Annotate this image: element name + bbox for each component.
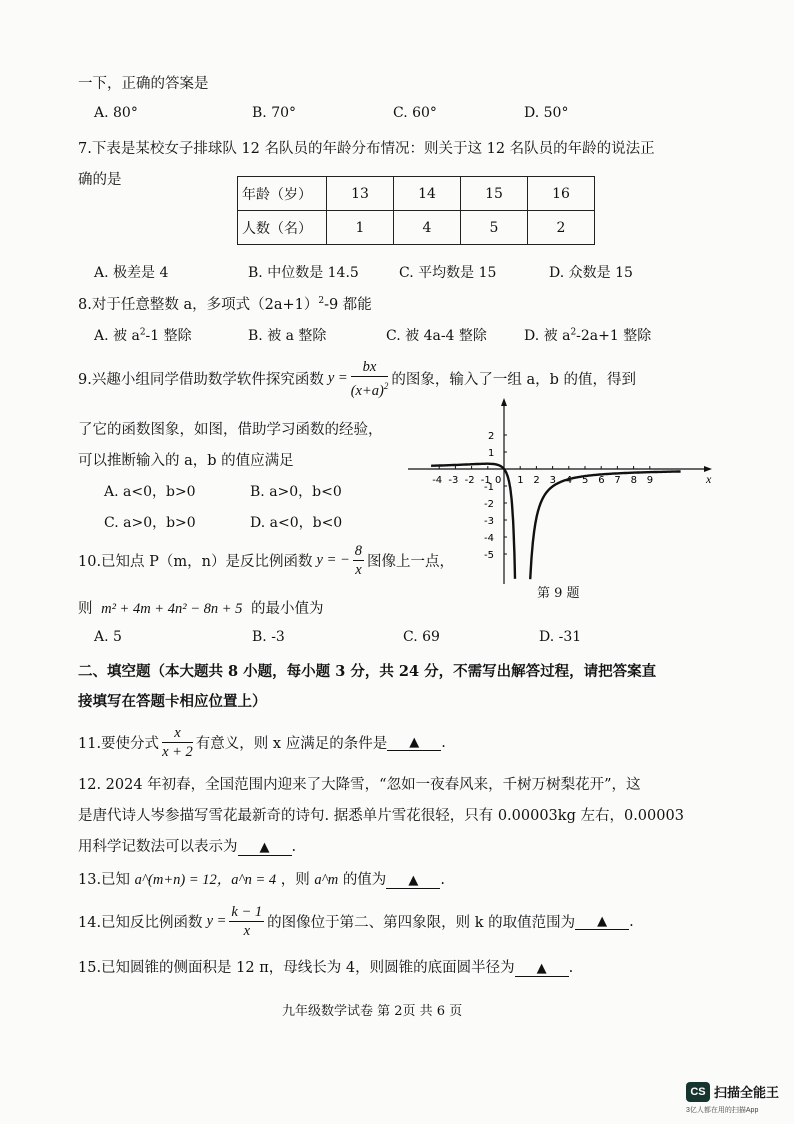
x-tick-label: 0 xyxy=(495,475,502,486)
q7-option-a: A. 极差是 4 xyxy=(94,265,169,281)
q8-option-b: B. 被 a 整除 xyxy=(248,328,327,344)
q6-option-b: B. 70° xyxy=(252,105,297,121)
q7-option-d: D. 众数是 15 xyxy=(549,265,633,281)
q10-option-c: C. 69 xyxy=(403,629,440,645)
q11-stem: 11.要使分式 $\frac{x}{x + 2}$ 有意义，则 x 应满足的条件是 ▲ . xyxy=(78,725,446,760)
q9-figure-caption: 第 9 题 xyxy=(537,586,580,601)
q9-stem-line3: 可以推断输入的 a，b 的值应满足 xyxy=(78,453,294,469)
y-tick-label: -4 xyxy=(484,533,494,544)
q10-option-d: D. -31 xyxy=(539,629,582,645)
q13-answer-blank: ▲ xyxy=(386,872,440,889)
q9-option-c: C. a>0，b>0 xyxy=(104,515,196,531)
q14-answer-blank: ▲ xyxy=(575,913,629,930)
camscanner-tagline: 3亿人都在用的扫描App xyxy=(686,1107,759,1114)
table-row xyxy=(238,211,595,245)
q11-fraction: $\frac{x}{x + 2}$ xyxy=(162,725,193,760)
q9-function-fraction xyxy=(351,358,389,400)
q12-line1: 12. 2024 年初春，全国范围内迎来了大降雪，“忽如一夜春风来，千树万树梨花开”，这 xyxy=(78,777,641,793)
q10-function-denominator: x xyxy=(355,562,362,578)
camscanner-name: 扫描全能王 xyxy=(714,1085,780,1100)
curve-right-branch xyxy=(530,472,680,580)
x-tick-label: 3 xyxy=(549,475,556,486)
q7-option-b: B. 中位数是 14.5 xyxy=(248,265,359,281)
camscanner-logo: CS xyxy=(686,1082,710,1102)
q8-stem-text-end: -9 都能 xyxy=(324,297,372,313)
x-axis-label: x xyxy=(706,472,712,486)
x-tick-label: -1 xyxy=(480,475,491,486)
q7-stem-line2: 确的是 xyxy=(78,172,122,188)
q9-function-numerator: bx xyxy=(351,358,389,377)
q11-answer-blank: ▲ xyxy=(387,734,441,751)
table-cell: 1 xyxy=(327,211,394,245)
x-tick-label: -3 xyxy=(448,475,459,486)
q6-option-a: A. 80° xyxy=(94,105,138,121)
q15-answer-blank: ▲ xyxy=(515,960,569,977)
q15-stem: 15.已知圆锥的侧面积是 12 π，母线长为 4，则圆锥的底面圆半径为 ▲ . xyxy=(78,960,574,976)
x-tick-label: 9 xyxy=(646,475,654,486)
table-cell: 15 xyxy=(461,177,528,211)
x-tick-label: 6 xyxy=(598,475,605,486)
q13-stem: 13.已知 a^(m+n) = 12，a^n = 4 ，则 a^m 的值为 ▲ . xyxy=(78,872,445,888)
q9-option-a: A. a<0，b>0 xyxy=(104,484,196,500)
y-tick-label: 1 xyxy=(488,448,495,459)
q10-function-fraction xyxy=(353,542,364,579)
q9-stem-text: 9.兴趣小组同学借助数学软件探究函数 xyxy=(78,372,324,389)
table-cell: 13 xyxy=(327,177,394,211)
q7-option-c: C. 平均数是 15 xyxy=(399,265,497,281)
q9-stem-text-end: 的图象，输入了一组 a，b 的值，得到 xyxy=(391,372,636,389)
q10-function-lhs: y = − xyxy=(316,552,350,568)
q6-option-c: C. 60° xyxy=(393,105,437,121)
page-footer: 九年级数学试卷 第 2页 共 6 页 xyxy=(282,1004,463,1019)
y-tick-label: -2 xyxy=(484,499,494,510)
q10-function-numerator: 8 xyxy=(354,543,363,559)
x-tick-label: 2 xyxy=(533,475,540,486)
q9-function-denominator: $(x+a)^2$ xyxy=(350,381,389,399)
q13-target-expression: a^m xyxy=(314,872,339,888)
age-distribution-table xyxy=(237,176,595,245)
x-tick-label: 7 xyxy=(614,475,621,486)
y-tick-label: -5 xyxy=(484,550,494,561)
x-tick-label: 8 xyxy=(630,475,637,486)
table-cell: 人数（名） xyxy=(238,211,327,245)
y-axis-arrow xyxy=(501,398,507,406)
table-cell: 4 xyxy=(394,211,461,245)
table-cell: 年龄（岁） xyxy=(238,177,327,211)
x-tick-label: -2 xyxy=(464,475,475,486)
y-tick-label: -3 xyxy=(484,516,494,527)
q10-stem-line2: 则 m² + 4m + 4n² − 8n + 5 的最小值为 xyxy=(78,601,324,617)
q8-stem xyxy=(78,293,372,314)
q9-option-d: D. a<0，b<0 xyxy=(250,515,343,531)
q8-option-c: C. 被 4a-4 整除 xyxy=(386,328,487,344)
q8-option-d: D. 被 $a^2-2a+1$ 整除 xyxy=(524,327,652,344)
section2-heading-line2: 接填写在答题卡相应位置上） xyxy=(78,693,267,710)
x-tick-label: 4 xyxy=(565,475,573,486)
q8-stem-text: 8.对于任意整数 a，多项式（2a+1） xyxy=(78,297,319,313)
table-cell: 5 xyxy=(461,211,528,245)
q10-option-a: A. 5 xyxy=(94,629,122,645)
q9-function-lhs: y = xyxy=(327,370,348,387)
x-tick-label: 1 xyxy=(517,475,524,486)
q14-fraction: $\frac{k - 1}{x}$ xyxy=(231,904,263,939)
q9-stem-line2: 了它的函数图象，如图，借助学习函数的经验， xyxy=(78,422,383,438)
q8-option-a: A. 被 $a^2-1$ 整除 xyxy=(94,327,192,344)
q6-tail: 一下，正确的答案是 xyxy=(78,76,209,92)
q10-stem xyxy=(78,542,454,579)
x-tick-label: -4 xyxy=(432,475,443,486)
y-tick-label: -1 xyxy=(484,482,494,493)
q10-stem-text: 10.已知点 P（m，n）是反比例函数 xyxy=(78,554,313,570)
table-cell: 14 xyxy=(394,177,461,211)
x-tick-label: 5 xyxy=(582,475,589,486)
table-cell: 16 xyxy=(528,177,595,211)
q10-stem-text-end: 图像上一点， xyxy=(367,554,455,570)
table-cell: 2 xyxy=(528,211,595,245)
q12-answer-blank: ▲ xyxy=(238,839,292,856)
q12-line2: 是唐代诗人岑参描写雪花最新奇的诗句. 据悉单片雪花很轻，只有 0.00003kg 左右，0.00003 xyxy=(78,808,684,824)
q9-option-b: B. a>0，b<0 xyxy=(250,484,342,500)
section2-heading-line1: 二、填空题（本大题共 8 小题，每小题 3 分，共 24 分，不需写出解答过程，请把答案直 xyxy=(78,663,657,680)
q7-stem-line1: 7.下表是某校女子排球队 12 名队员的年龄分布情况：则关于这 12 名队员的年龄的说法正 xyxy=(78,141,655,157)
q12-line3: 用科学记数法可以表示为 ▲ . xyxy=(78,839,297,855)
q14-stem: 14.已知反比例函数 y = $\frac{k - 1}{x}$ 的图像位于第二、第四象限，则 k 的取值范围为 ▲ . xyxy=(78,904,634,939)
q10-expression: m² + 4m + 4n² − 8n + 5 xyxy=(101,601,243,617)
q13-given-equations: a^(m+n) = 12，a^n = 4 xyxy=(134,872,277,888)
q10-option-b: B. -3 xyxy=(252,629,285,645)
table-row xyxy=(238,177,595,211)
y-tick-label: 2 xyxy=(488,431,495,442)
q8-exponent: 2 xyxy=(318,296,325,307)
q6-option-d: D. 50° xyxy=(524,105,569,121)
